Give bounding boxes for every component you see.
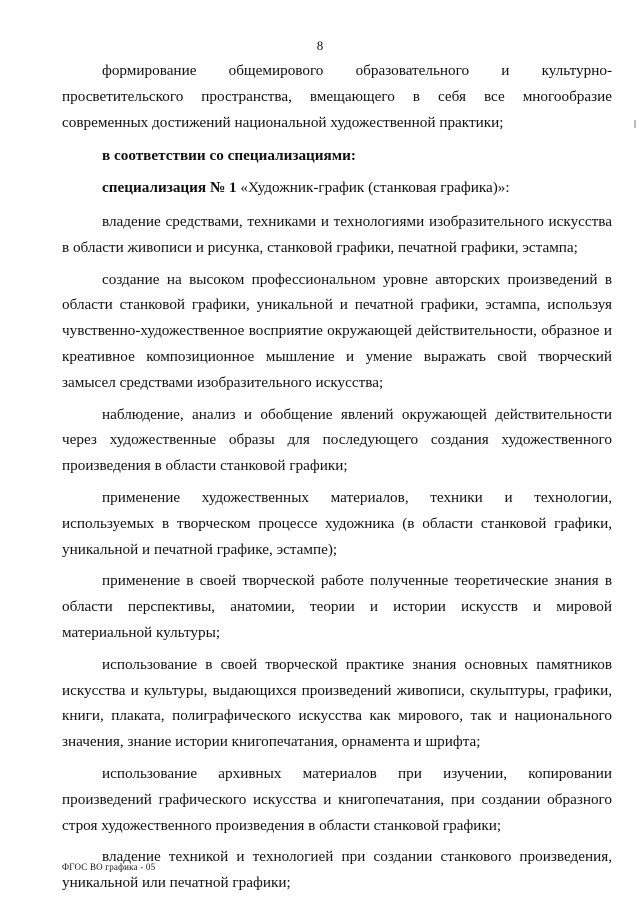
- page-number: 8: [316, 38, 324, 53]
- specialization-title: «Художник-график (станковая графика)»:: [240, 179, 510, 197]
- paragraph: создание на высоком профессиональном уровне авторских произведений в области станковой графики, уникальной и печатной графики, эстампа, используя чувственно-художественное восприятие окружающей действительности, образное и креативное композиционное мышление и умение выражать свой творческий замысел средствами изобразительного искусства;: [62, 270, 612, 391]
- paragraph: формирование общемирового образовательного и культурно-просветительского пространства, вмещающего в себя все многообразие современных достижений национальной художественной практики;: [62, 62, 612, 131]
- paragraph: владение средствами, техниками и технологиями изобразительного искусства в области живописи и рисунка, станковой графики, печатной графики, эстампа;: [62, 212, 612, 256]
- section-heading: в соответствии со специализациями:: [102, 147, 356, 165]
- document-body: [62, 58, 612, 902]
- paragraph: применение в своей творческой работе полученные теоретические знания в области перспективы, анатомии, теории и истории искусств и мировой материальной культуры;: [62, 572, 612, 641]
- specialization-line: [62, 175, 612, 201]
- paragraph: использование архивных материалов при изучении, копировании произведений графического искусства и книгопечатания, при создании образного строя художественного произведения в области станковой графики;: [62, 764, 612, 834]
- specialization-label: специализация № 1: [102, 179, 237, 197]
- paragraph: владение техникой и технологией при создании станкового произведения, уникальной или печатной графики;: [62, 848, 612, 892]
- paragraph: использование в своей творческой практике знания основных памятников искусства и культуры, выдающихся произведений живописи, скульптуры, графики, книги, плаката, полиграфического искусства как мирового, так и национального значения, знание истории книгопечатания, орнамента и шрифта;: [62, 655, 612, 751]
- paragraph: наблюдение, анализ и обобщение явлений окружающей действительности через художественные образы для последующего создания художественного произведения в области станковой графики;: [62, 405, 612, 475]
- paragraph: применение художественных материалов, техники и технологии, используемых в творческом процессе художника (в области станковой графики, уникальной и печатной графике, эстампе);: [62, 488, 612, 558]
- scan-mark: [634, 120, 636, 128]
- footer-code: ФГОС ВО графика - 05: [62, 862, 156, 872]
